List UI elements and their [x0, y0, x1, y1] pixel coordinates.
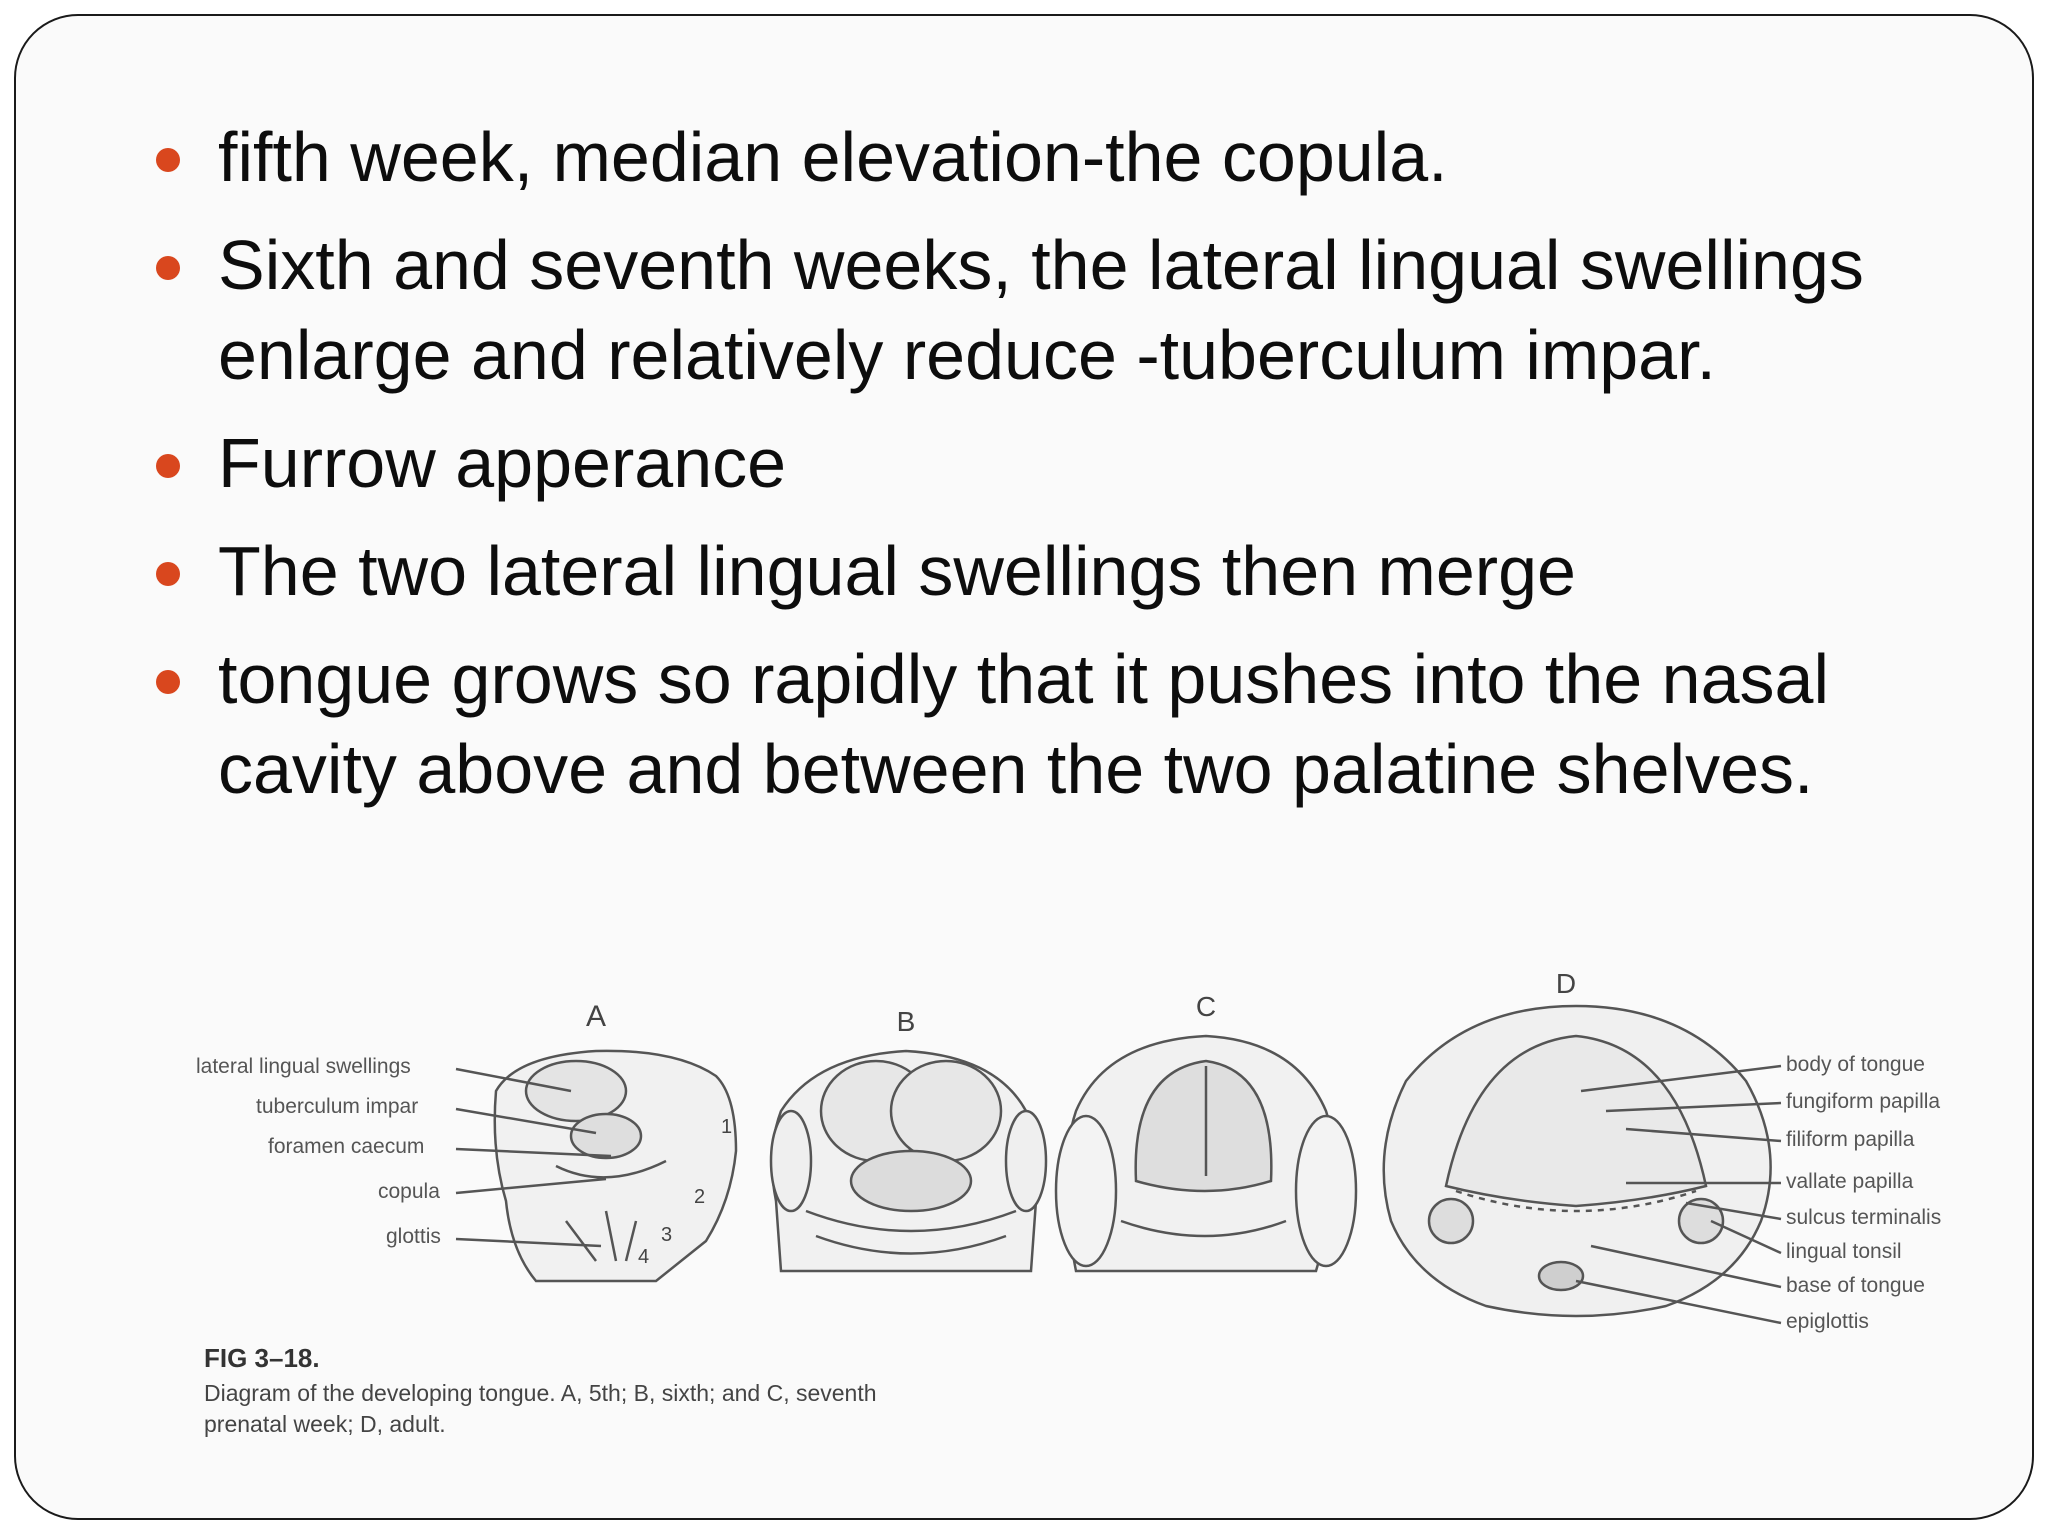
bullet-text: The two lateral lingual swellings then merge — [218, 532, 1576, 610]
panel-letter-c: C — [1195, 991, 1217, 1022]
label-base-of-tongue: base of tongue — [1786, 1274, 1925, 1297]
arch-number-2: 2 — [694, 1186, 706, 1208]
panel-c-drawing — [1056, 1036, 1356, 1271]
figure-caption — [204, 1343, 1204, 1440]
bullet-dot-icon — [156, 256, 180, 280]
bullet-list — [156, 112, 1986, 832]
panel-d-drawing — [1384, 1006, 1771, 1316]
bullet-item — [156, 220, 1986, 400]
label-glottis: glottis — [386, 1225, 441, 1248]
label-tuberculum-impar: tuberculum impar — [256, 1095, 419, 1118]
bullet-dot-icon — [156, 670, 180, 694]
slide-frame — [14, 14, 2034, 1520]
bullet-text: Furrow apperance — [218, 424, 787, 502]
caption-line-2: prenatal week; D, adult. — [204, 1411, 446, 1437]
label-lateral-lingual-swellings: lateral lingual swellings — [196, 1055, 411, 1078]
label-sulcus-terminalis: sulcus terminalis — [1786, 1206, 1942, 1229]
bullet-item — [156, 418, 1986, 508]
label-lingual-tonsil: lingual tonsil — [1786, 1240, 1902, 1263]
bullet-dot-icon — [156, 562, 180, 586]
panel-letter-b: B — [896, 1006, 916, 1037]
bullet-text: fifth week, median elevation-the copula. — [218, 118, 1448, 196]
panel-letter-d: D — [1555, 968, 1577, 999]
caption-line-1: Diagram of the developing tongue. A, 5th; B, sixth; and C, seventh — [204, 1380, 877, 1406]
label-body-of-tongue: body of tongue — [1786, 1053, 1925, 1076]
label-epiglottis: epiglottis — [1786, 1310, 1869, 1333]
figure-diagram — [176, 951, 1996, 1351]
tongue-development-figure — [176, 951, 1996, 1471]
label-fungiform-papilla: fungiform papilla — [1786, 1090, 1941, 1113]
bullet-dot-icon — [156, 454, 180, 478]
bullet-item — [156, 112, 1986, 202]
label-filiform-papilla: filiform papilla — [1786, 1128, 1915, 1151]
panel-b-drawing — [771, 1051, 1046, 1271]
label-vallate-papilla: vallate papilla — [1786, 1170, 1914, 1193]
bullet-dot-icon — [156, 148, 180, 172]
bullet-text: tongue grows so rapidly that it pushes into the nasal cavity above and between the two palatine shelves. — [218, 640, 1829, 808]
bullet-item — [156, 634, 1986, 814]
arch-number-3: 3 — [661, 1224, 673, 1246]
bullet-text: Sixth and seventh weeks, the lateral lingual swellings enlarge and relatively reduce -tuberculum impar. — [218, 226, 1864, 394]
label-copula: copula — [378, 1180, 440, 1203]
caption-title: FIG 3–18. — [204, 1343, 320, 1373]
panel-letter-a: A — [585, 1000, 607, 1033]
bullet-item — [156, 526, 1986, 616]
label-foramen-caecum: foramen caecum — [268, 1135, 425, 1158]
arch-number-4: 4 — [638, 1246, 650, 1268]
panel-a-drawing — [495, 1051, 736, 1281]
arch-number-1: 1 — [721, 1116, 733, 1138]
